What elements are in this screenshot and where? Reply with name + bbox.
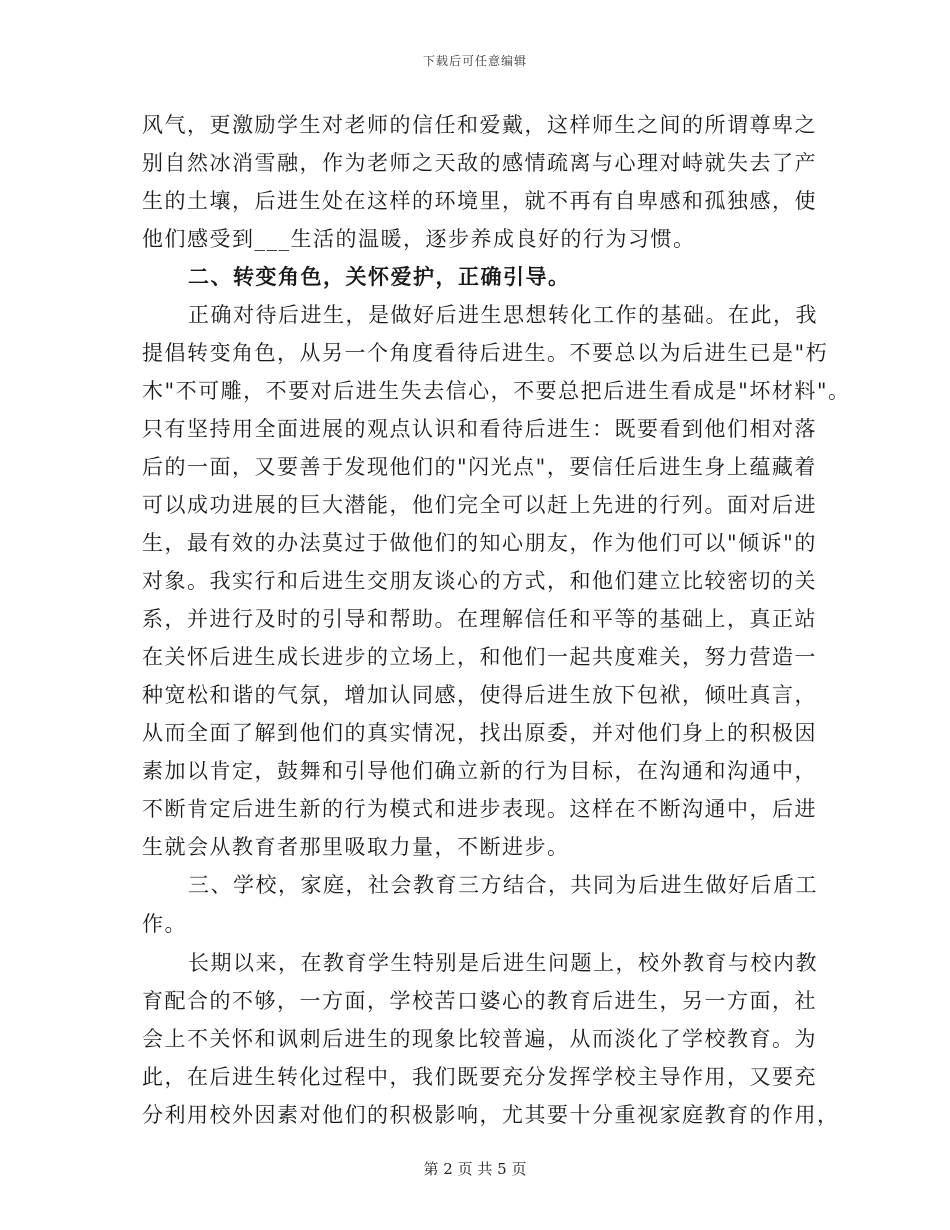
- text-line: 木"不可雕，不要对后进生失去信心，不要总把后进生看成是"坏材料"。: [142, 379, 851, 403]
- text-line: 育配合的不够，一方面，学校苦口婆心的教育后进生，另一方面，社: [142, 989, 817, 1013]
- text-line: 此，在后进生转化过程中，我们既要充分发挥学校主导作用，又要充: [142, 1065, 817, 1089]
- text-line: 作。: [142, 912, 187, 936]
- text-line: 生就会从教育者那里吸取力量，不断进步。: [142, 835, 570, 859]
- text-line: 在关怀后进生成长进步的立场上，和他们一起共度难关，努力营造一: [142, 645, 817, 669]
- text-line: 正确对待后进生，是做好后进生思想转化工作的基础。在此，我: [188, 303, 818, 327]
- text-line: 风气，更激励学生对老师的信任和爱戴，这样师生之间的所谓尊卑之: [142, 113, 817, 137]
- text-line: 系，并进行及时的引导和帮助。在理解信任和平等的基础上，真正站: [142, 607, 817, 631]
- page-header: 下载后可任意编辑: [422, 54, 527, 68]
- page-number-footer: 第 2 页 共 5 页: [423, 1160, 527, 1178]
- text-line: 分利用校外因素对他们的积极影响，尤其要十分重视家庭教育的作用，: [142, 1103, 840, 1127]
- text-line: 对象。我实行和后进生交朋友谈心的方式，和他们建立比较密切的关: [142, 569, 817, 593]
- text-line: 提倡转变角色，从另一个角度看待后进生。不要总以为后进生已是"朽: [142, 341, 829, 365]
- text-line: 种宽松和谐的气氛，增加认同感，使得后进生放下包袱，倾吐真言，: [142, 683, 817, 707]
- text-line: 后的一面，又要善于发现他们的"闪光点"，要信任后进生身上蕴藏着: [142, 455, 817, 479]
- section-heading-3: 三、学校，家庭，社会教育三方结合，共同为后进生做好后盾工: [188, 873, 818, 897]
- text-line: 生，最有效的办法莫过于做他们的知心朋友，作为他们可以"倾诉"的: [142, 531, 817, 555]
- text-line: 可以成功进展的巨大潜能，他们完全可以赶上先进的行列。面对后进: [142, 493, 817, 517]
- text-line: 只有坚持用全面进展的观点认识和看待后进生：既要看到他们相对落: [142, 417, 817, 441]
- text-line: 不断肯定后进生新的行为模式和进步表现。这样在不断沟通中，后进: [142, 797, 817, 821]
- text-line: 别自然冰消雪融，作为老师之天敌的感情疏离与心理对峙就失去了产: [142, 151, 817, 175]
- document-body: [142, 106, 851, 1134]
- text-line: 他们感受到___生活的温暖，逐步养成良好的行为习惯。: [142, 227, 696, 251]
- text-line: 会上不关怀和讽刺后进生的现象比较普遍，从而淡化了学校教育。为: [142, 1027, 817, 1051]
- text-line: 生的土壤，后进生处在这样的环境里，就不再有自卑感和孤独感，使: [142, 189, 817, 213]
- text-line: 长期以来，在教育学生特别是后进生问题上，校外教育与校内教: [188, 951, 818, 975]
- section-heading-2: 二、转变角色，关怀爱护，正确引导。: [188, 264, 571, 289]
- text-line: 素加以肯定，鼓舞和引导他们确立新的行为目标，在沟通和沟通中，: [142, 759, 817, 783]
- text-line: 从而全面了解到他们的真实情况，找出原委，并对他们身上的积极因: [142, 721, 817, 745]
